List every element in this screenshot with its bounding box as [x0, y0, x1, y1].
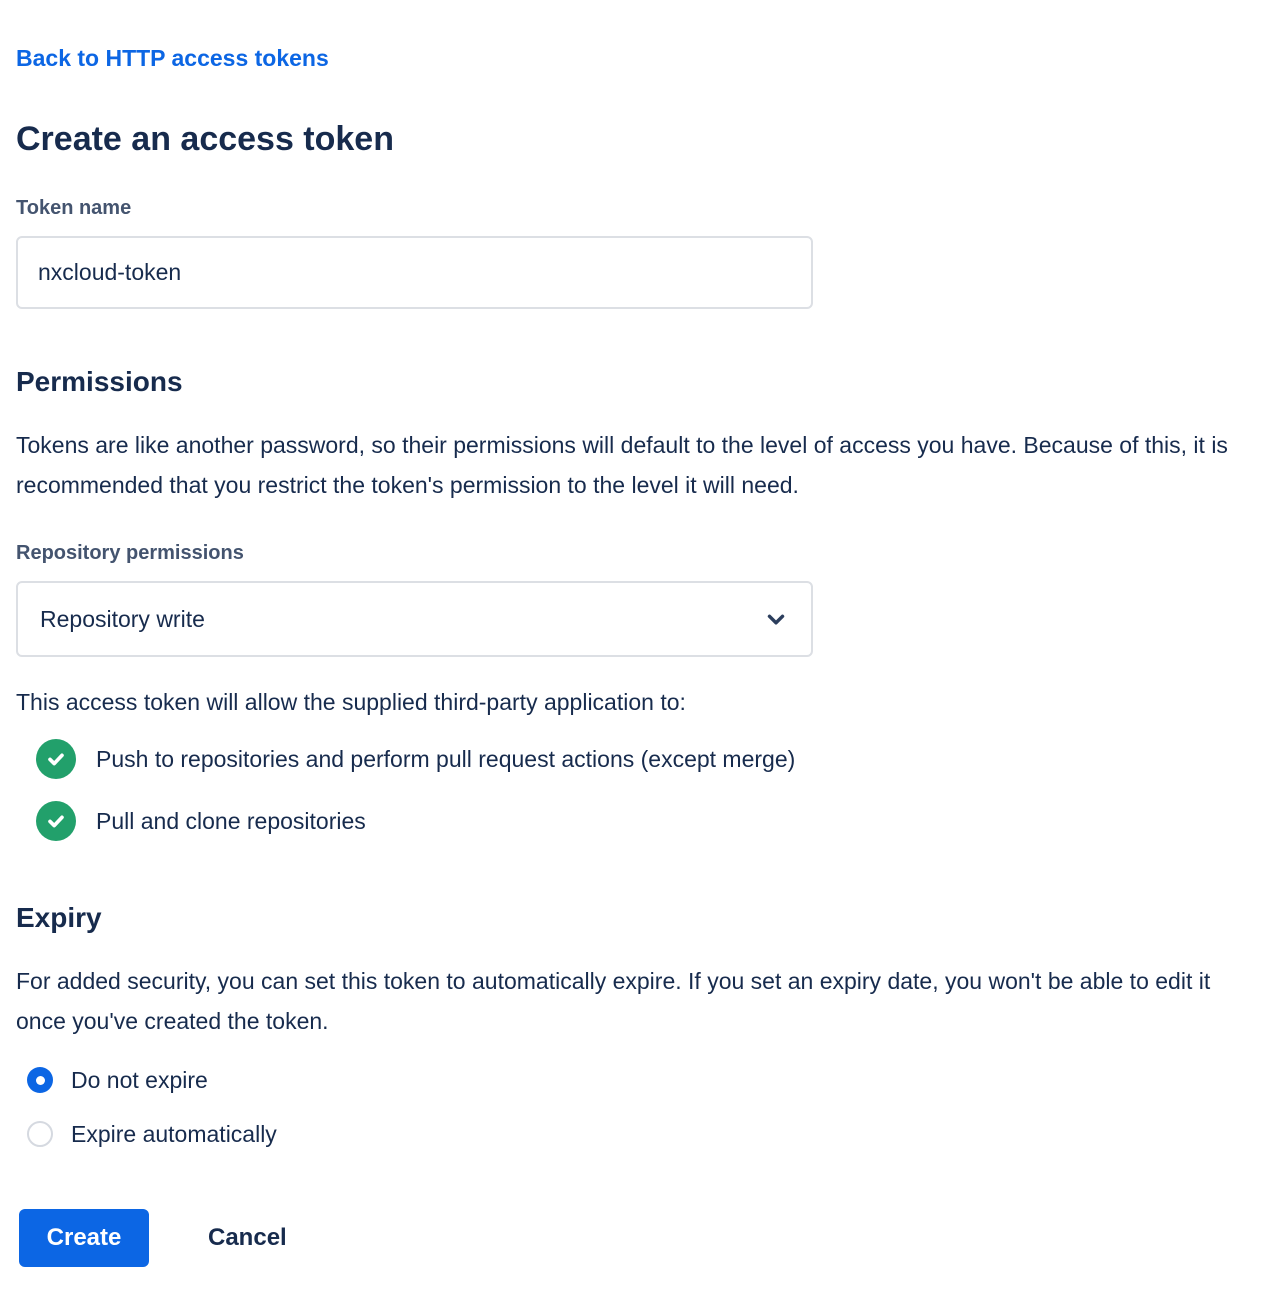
capability-item: [36, 739, 1258, 779]
expiry-heading: Expiry: [16, 902, 102, 933]
radio-label: Do not expire: [71, 1067, 208, 1093]
radio-selected-icon[interactable]: [27, 1067, 53, 1093]
capability-item: [36, 801, 1258, 841]
cancel-button[interactable]: Cancel: [192, 1214, 303, 1262]
chevron-down-icon: [763, 606, 789, 632]
create-button[interactable]: Create: [19, 1209, 149, 1267]
repository-permissions-selected-value: Repository write: [40, 605, 205, 632]
radio-option-do-not-expire[interactable]: [27, 1065, 1258, 1095]
radio-label: Expire automatically: [71, 1121, 277, 1147]
back-to-http-access-tokens-link[interactable]: Back to HTTP access tokens: [16, 45, 329, 71]
token-name-label: Token name: [16, 197, 132, 219]
capability-label: Push to repositories and perform pull request actions (except merge): [96, 746, 796, 772]
repository-permissions-label: Repository permissions: [16, 542, 244, 564]
token-name-input[interactable]: [16, 236, 813, 309]
expiry-description: For added security, you can set this token to automatically expire. If you set an expiry date, you won't be able to edit it once you've created the token.: [16, 968, 1211, 1034]
permissions-description: Tokens are like another password, so their permissions will default to the level of access you have. Because of this, it is recommended that you restrict the token's permission to the level it will need.: [16, 432, 1228, 498]
page-title: Create an access token: [16, 120, 394, 158]
form-actions: [19, 1209, 1258, 1267]
repository-permissions-select[interactable]: [16, 581, 813, 657]
allow-intro-text: This access token will allow the supplied third-party application to:: [16, 689, 686, 715]
permissions-heading: Permissions: [16, 366, 183, 397]
radio-unselected-icon[interactable]: [27, 1121, 53, 1147]
capability-label: Pull and clone repositories: [96, 808, 366, 834]
check-circle-icon: [36, 801, 76, 841]
check-circle-icon: [36, 739, 76, 779]
radio-option-expire-automatically[interactable]: [27, 1119, 1258, 1149]
